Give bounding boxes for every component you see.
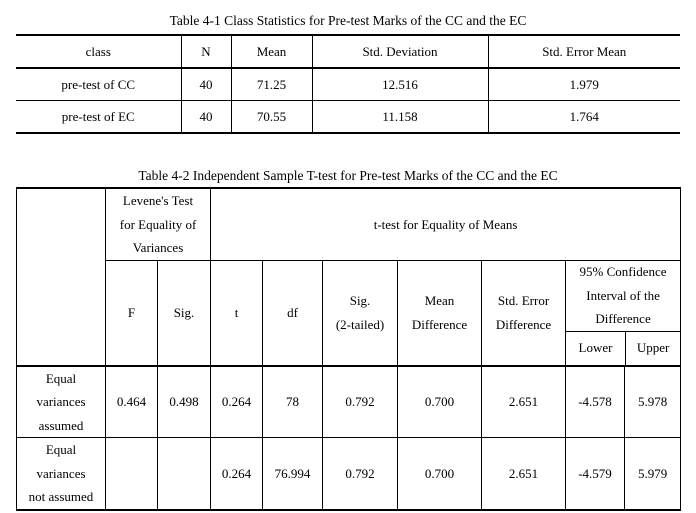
header-line: Sig. (349, 293, 371, 308)
table-cell: pre-test of EC (16, 101, 181, 134)
header-n: N (181, 35, 231, 68)
table-cell: 70.55 (231, 101, 312, 134)
table-header-row (16, 35, 680, 68)
header-line: Mean (424, 293, 455, 308)
header-std-error-mean: Std. Error Mean (488, 35, 680, 68)
table-row (16, 101, 680, 134)
header-line: Std. Error (497, 293, 550, 308)
table-cell: 0.264 (211, 438, 263, 510)
header-sig-2-tailed (323, 260, 398, 366)
header-mean: Mean (231, 35, 312, 68)
table-cell: 12.516 (312, 68, 488, 101)
header-std-deviation: Std. Deviation (312, 35, 488, 68)
table-row (17, 438, 681, 510)
row-label (17, 366, 106, 438)
header-line: Difference (595, 311, 651, 327)
header-line: Difference (495, 316, 552, 332)
table-cell: 0.700 (398, 366, 482, 438)
label-line: variances (36, 465, 86, 481)
header-upper: Upper (636, 340, 670, 356)
table-cell: 0.264 (211, 366, 263, 438)
table-cell: -4.579 (566, 438, 625, 510)
table2-caption: Table 4-2 Independent Sample T-test for Pre-test Marks of the CC and the EC (138, 168, 558, 183)
table-cell: 2.651 (482, 438, 566, 510)
table-cell: 76.994 (263, 438, 323, 510)
header-line: for Equality of (119, 216, 197, 232)
row-label (17, 438, 106, 510)
table-cell (106, 438, 158, 510)
table-cell (158, 438, 211, 510)
table-cell: 78 (263, 366, 323, 438)
table-cell: 2.651 (482, 366, 566, 438)
table-cell: 0.464 (106, 366, 158, 438)
ttest-header: t-test for Equality of Means (211, 188, 681, 260)
label-line: Equal (45, 442, 77, 457)
table-cell: 40 (181, 68, 231, 101)
header-sig: Sig. (158, 260, 211, 366)
header-line: Variances (132, 240, 184, 255)
header-lower: Lower (566, 332, 626, 365)
table-header-row (17, 188, 681, 260)
levene-header (106, 188, 211, 260)
header-line: Difference (411, 316, 468, 332)
table-cell: 40 (181, 101, 231, 134)
label-line: assumed (38, 417, 84, 433)
header-std-error-difference (482, 260, 566, 366)
confidence-interval-header (566, 260, 681, 366)
header-t: t (211, 260, 263, 366)
ci-title (566, 261, 680, 332)
table-cell: pre-test of CC (16, 68, 181, 101)
label-line: variances (36, 394, 86, 409)
header-line: 95% Confidence (579, 264, 667, 280)
header-mean-difference (398, 260, 482, 366)
table-cell: 1.764 (488, 101, 680, 134)
table-cell: 11.158 (312, 101, 488, 134)
table-cell: 71.25 (231, 68, 312, 101)
table-row (17, 366, 681, 438)
empty-corner-cell (17, 188, 106, 366)
table-cell: 5.979 (625, 438, 681, 510)
ci-subheaders (566, 332, 680, 365)
label-line: Equal (45, 370, 77, 386)
header-df: df (263, 260, 323, 366)
table-cell: 5.978 (625, 366, 681, 438)
table-cell: 0.792 (323, 366, 398, 438)
table-cell: 0.498 (158, 366, 211, 438)
header-line: Interval of the (586, 287, 660, 303)
table-cell: 1.979 (488, 68, 680, 101)
table-header-row (17, 260, 681, 366)
table-cell: 0.792 (323, 438, 398, 510)
header-class: class (16, 35, 181, 68)
class-statistics-table (16, 34, 680, 134)
table-cell: 0.700 (398, 438, 482, 510)
table1-caption: Table 4-1 Class Statistics for Pre-test Marks of the CC and the EC (169, 13, 527, 28)
t-test-table (16, 187, 681, 511)
header-f: F (106, 260, 158, 366)
label-line: not assumed (28, 489, 94, 504)
table-row (16, 68, 680, 101)
table-cell: -4.578 (566, 366, 625, 438)
header-line: (2-tailed) (335, 316, 385, 332)
header-line: Levene's Test (122, 193, 194, 208)
